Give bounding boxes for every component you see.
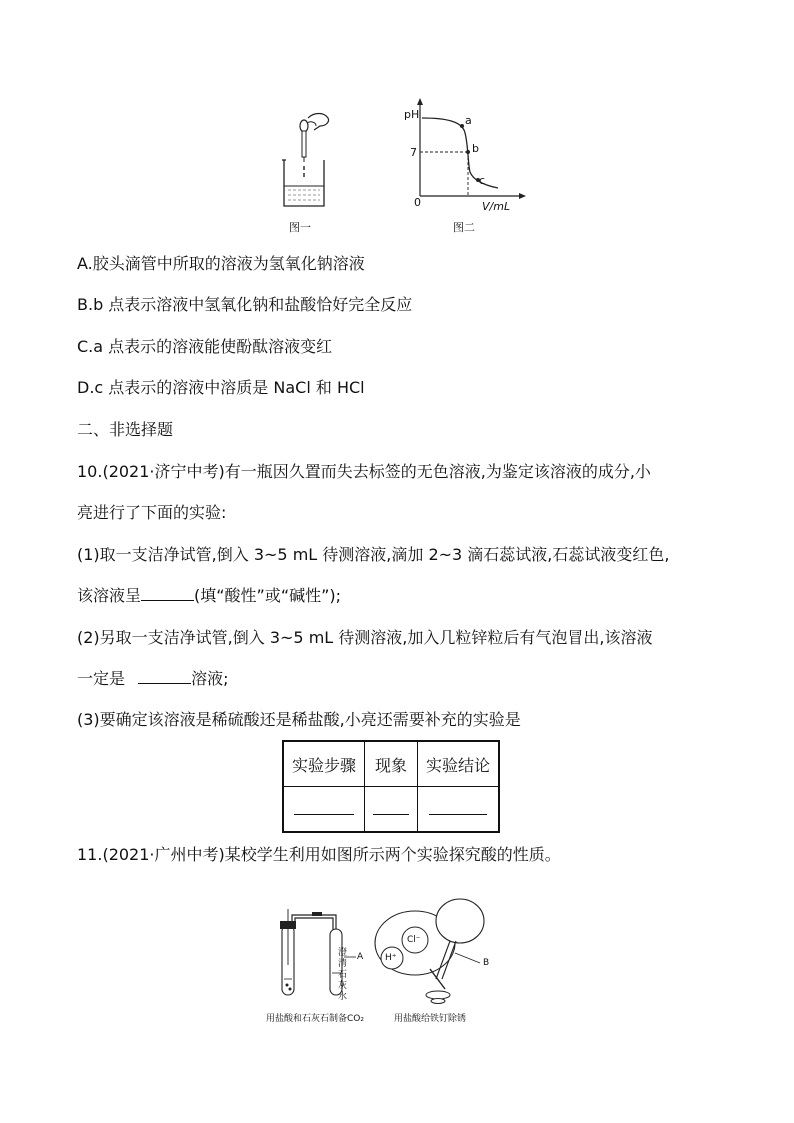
label-b: B <box>483 958 490 968</box>
option-b: B.b 点表示溶液中氢氧化钠和盐酸恰好完全反应 <box>77 295 413 314</box>
q10-line1: 10.(2021·济宁中考)有一瓶因久置而失去标签的无色溶液,为鉴定该溶液的成分,小 <box>77 462 651 481</box>
ion-cl-label: Cl⁻ <box>407 935 421 945</box>
label-a: A <box>357 952 364 962</box>
table-header-conclusion: 实验结论 <box>418 741 500 787</box>
origin-label: 0 <box>414 196 421 209</box>
figure1-caption-left: 图一 <box>289 221 311 234</box>
section-title: 二、非选择题 <box>77 420 174 439</box>
q10-line2: 亮进行了下面的实验: <box>77 503 227 522</box>
q10-step2-line2 <box>77 669 229 689</box>
q10-step1-line2 <box>77 586 341 606</box>
q11-line1: 11.(2021·广州中考)某校学生利用如图所示两个实验探究酸的性质。 <box>77 845 561 864</box>
option-d: D.c 点表示的溶液中溶质是 NaCl 和 HCl <box>77 378 365 397</box>
figure2-caption-right: 用盐酸给铁钉除锈 <box>394 1014 467 1024</box>
limewater-label: 澄清石灰水 <box>338 948 348 1002</box>
q10-step1-pre: 该溶液呈 <box>77 586 142 605</box>
table-header-row <box>283 741 499 787</box>
answer-blank-acidity[interactable] <box>141 586 194 601</box>
tick-label-7: 7 <box>410 146 417 159</box>
q10-step1-post: (填“酸性”或“碱性”); <box>194 586 342 605</box>
point-a-label: a <box>465 114 472 127</box>
experiment-table <box>282 740 500 833</box>
answer-blank-solution[interactable] <box>138 669 191 684</box>
option-c: C.a 点表示的溶液能使酚酞溶液变红 <box>77 337 333 356</box>
y-axis-label: pH <box>404 108 420 121</box>
q10-step1-line1: (1)取一支洁净试管,倒入 3~5 mL 待测溶液,滴加 2~3 滴石蕊试液,石蕊试液变红色, <box>77 545 670 564</box>
answer-blank-steps[interactable] <box>294 800 354 815</box>
q10-step2-post: 溶液; <box>191 669 229 688</box>
q10-step2-line1: (2)另取一支洁净试管,倒入 3~5 mL 待测溶液,加入几粒锌粒后有气泡冒出,该溶液 <box>77 628 653 647</box>
figure2-caption-left: 用盐酸和石灰石制备CO₂ <box>266 1014 364 1024</box>
acid-experiments-figure <box>270 895 500 1005</box>
answer-blank-phenomenon[interactable] <box>373 800 409 815</box>
option-a: A.胶头滴管中所取的溶液为氢氧化钠溶液 <box>77 254 365 273</box>
q10-step2-pre: 一定是 <box>77 669 131 688</box>
table-header-steps: 实验步骤 <box>283 741 365 787</box>
ion-h-label: H⁺ <box>385 953 397 963</box>
point-b-label: b <box>472 142 479 155</box>
figure1-caption-right: 图二 <box>453 221 475 234</box>
beaker-dropper-figure <box>270 110 350 210</box>
table-row <box>283 787 499 833</box>
x-axis-label: V/mL <box>482 200 511 213</box>
answer-blank-conclusion[interactable] <box>429 800 487 815</box>
table-header-phenomenon: 现象 <box>365 741 418 787</box>
point-c-label: c <box>479 174 486 187</box>
q10-step3-line1: (3)要确定该溶液是稀硫酸还是稀盐酸,小亮还需要补充的实验是 <box>77 710 521 729</box>
